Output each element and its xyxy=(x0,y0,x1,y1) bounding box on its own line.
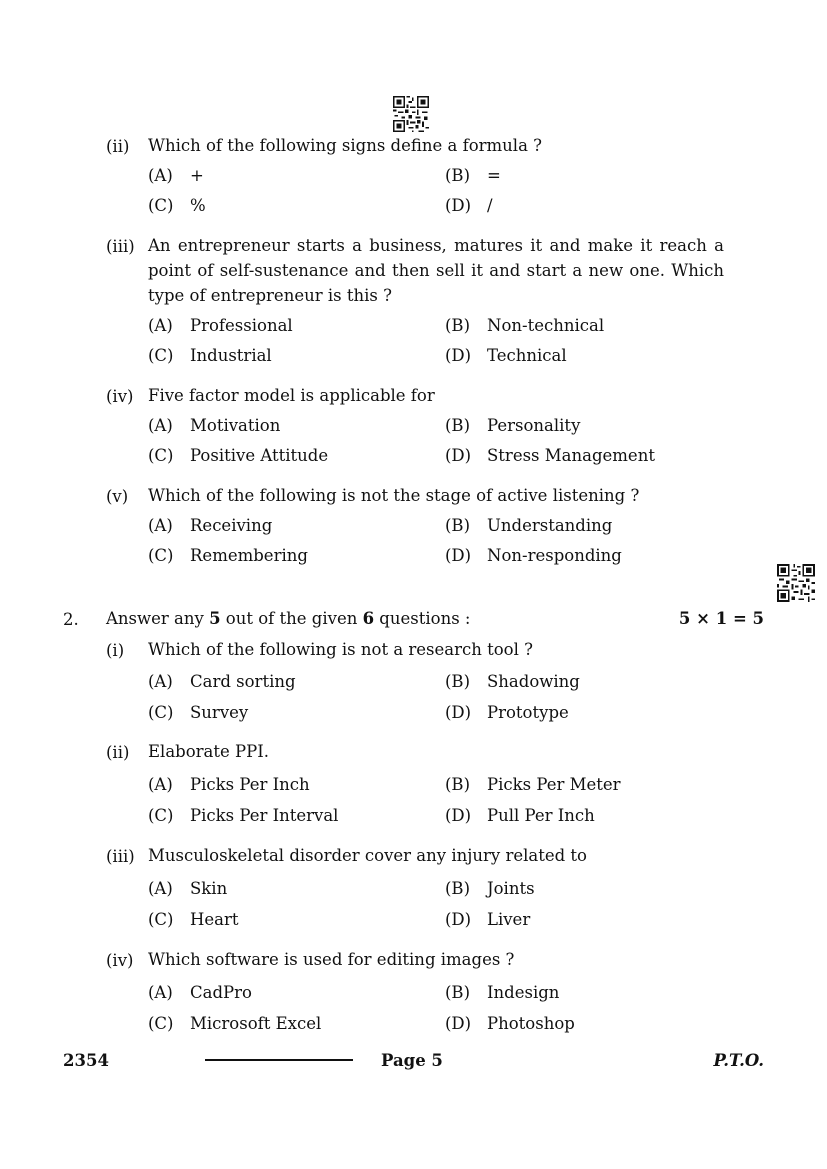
option-text: Stress Management xyxy=(487,446,655,465)
option-label: (C) xyxy=(148,446,174,465)
option-a xyxy=(148,983,252,1002)
option-label: (B) xyxy=(445,672,470,691)
option-label: (A) xyxy=(148,672,173,691)
option-text: Skin xyxy=(190,879,228,898)
instruction-count: 5 xyxy=(209,609,221,628)
question-number: (iii) xyxy=(106,847,135,866)
option-label: (A) xyxy=(148,166,173,185)
option-text: Shadowing xyxy=(487,672,580,691)
option-c xyxy=(148,806,338,825)
option-text: Picks Per Meter xyxy=(487,775,621,794)
question-text: Which software is used for editing images ? xyxy=(148,950,515,969)
option-text: Prototype xyxy=(487,703,569,722)
option-label: (B) xyxy=(445,316,470,335)
question-number: (iv) xyxy=(106,387,134,406)
option-text: Card sorting xyxy=(190,672,296,691)
option-d xyxy=(445,446,655,465)
question-number: (v) xyxy=(106,487,129,506)
option-text: + xyxy=(190,166,204,185)
option-label: (C) xyxy=(148,546,174,565)
option-text: Receiving xyxy=(190,516,273,535)
option-text: Non-technical xyxy=(487,316,605,335)
option-text: Personality xyxy=(487,416,581,435)
option-a xyxy=(148,775,310,794)
question-number: (iv) xyxy=(106,951,134,970)
option-text: Technical xyxy=(487,346,567,365)
option-text: Pull Per Inch xyxy=(487,806,595,825)
option-text: Microsoft Excel xyxy=(190,1014,322,1033)
option-b xyxy=(445,416,580,435)
instruction-count: 6 xyxy=(362,609,375,628)
option-b xyxy=(445,775,621,794)
option-label: (D) xyxy=(445,1014,472,1033)
option-label: (A) xyxy=(148,316,173,335)
question-text: Which of the following signs define a formula ? xyxy=(148,136,542,155)
option-label: (A) xyxy=(148,775,173,794)
option-label: (C) xyxy=(148,196,174,215)
option-d xyxy=(445,546,622,565)
option-label: (D) xyxy=(445,703,472,722)
qr-code-icon xyxy=(777,564,815,602)
option-text: CadPro xyxy=(190,983,252,1002)
option-label: (D) xyxy=(445,546,472,565)
option-text: Liver xyxy=(487,910,531,929)
option-label: (C) xyxy=(148,806,174,825)
option-c xyxy=(148,1014,321,1033)
option-label: (A) xyxy=(148,516,173,535)
option-c xyxy=(148,346,272,365)
option-a xyxy=(148,879,227,898)
option-label: (B) xyxy=(445,166,470,185)
option-text: Photoshop xyxy=(487,1014,575,1033)
option-text: / xyxy=(487,196,493,215)
option-label: (C) xyxy=(148,703,174,722)
option-label: (A) xyxy=(148,983,173,1002)
option-label: (C) xyxy=(148,1014,174,1033)
option-text: Positive Attitude xyxy=(190,446,329,465)
question-text: Musculoskeletal disorder cover any injury related to xyxy=(148,846,587,865)
option-c xyxy=(148,910,239,929)
option-a xyxy=(148,516,272,535)
option-label: (D) xyxy=(445,910,472,929)
option-label: (C) xyxy=(148,910,174,929)
option-b xyxy=(445,879,535,898)
option-label: (B) xyxy=(445,879,470,898)
question-number: (iii) xyxy=(106,237,135,256)
option-label: (B) xyxy=(445,516,470,535)
marks-allocation: 5 × 1 = 5 xyxy=(678,609,764,628)
option-text: Remembering xyxy=(190,546,308,565)
option-d xyxy=(445,1014,575,1033)
option-c xyxy=(148,196,206,215)
option-b xyxy=(445,983,559,1002)
option-text: Industrial xyxy=(190,346,272,365)
question-number: (ii) xyxy=(106,137,130,156)
option-label: (C) xyxy=(148,346,174,365)
instruction-text: out of the given xyxy=(220,609,363,628)
question-number: (i) xyxy=(106,641,125,660)
question-text: Which of the following is not the stage of active listening ? xyxy=(148,486,640,505)
option-b xyxy=(445,166,501,185)
option-text: Understanding xyxy=(487,516,613,535)
question-text: Which of the following is not a research tool ? xyxy=(148,640,533,659)
option-label: (A) xyxy=(148,879,173,898)
footer-divider xyxy=(205,1059,353,1061)
option-label: (B) xyxy=(445,983,470,1002)
question-text: Elaborate PPI. xyxy=(148,742,269,761)
option-text: Picks Per Interval xyxy=(190,806,339,825)
option-label: (B) xyxy=(445,416,470,435)
option-d xyxy=(445,196,493,215)
option-text: Heart xyxy=(190,910,239,929)
question-text: An entrepreneur starts a business, matures it and make it reach a point of self-sustenance and then sell it and start a new one. Which type of entrepreneur is this ? xyxy=(148,236,724,305)
option-c xyxy=(148,703,248,722)
instruction-text: Answer any xyxy=(106,609,210,628)
option-text: Picks Per Inch xyxy=(190,775,310,794)
option-text: Joints xyxy=(487,879,535,898)
option-b xyxy=(445,516,612,535)
option-label: (A) xyxy=(148,416,173,435)
option-b xyxy=(445,316,604,335)
option-c xyxy=(148,546,308,565)
option-d xyxy=(445,346,567,365)
option-text: Indesign xyxy=(487,983,560,1002)
option-text: Motivation xyxy=(190,416,281,435)
question-text: Five factor model is applicable for xyxy=(148,386,435,405)
option-label: (D) xyxy=(445,346,472,365)
option-label: (D) xyxy=(445,196,472,215)
option-label: (B) xyxy=(445,775,470,794)
option-text: = xyxy=(487,166,501,185)
paper-code: 2354 xyxy=(63,1051,109,1070)
option-text: % xyxy=(190,196,206,215)
option-d xyxy=(445,806,595,825)
instruction-text: questions : xyxy=(374,609,471,628)
question-number: (ii) xyxy=(106,743,130,762)
question-number: 2. xyxy=(63,610,79,629)
please-turn-over: P.T.O. xyxy=(713,1051,764,1070)
option-label: (D) xyxy=(445,446,472,465)
qr-code-icon xyxy=(393,96,429,132)
question-instruction xyxy=(106,606,470,631)
option-text: Non-responding xyxy=(487,546,622,565)
option-text: Survey xyxy=(190,703,249,722)
option-c xyxy=(148,446,328,465)
option-a xyxy=(148,416,280,435)
option-label: (D) xyxy=(445,806,472,825)
option-text: Professional xyxy=(190,316,293,335)
option-d xyxy=(445,703,569,722)
option-d xyxy=(445,910,530,929)
option-b xyxy=(445,672,580,691)
option-a xyxy=(148,316,293,335)
option-a xyxy=(148,672,296,691)
option-a xyxy=(148,166,204,185)
page-number: Page 5 xyxy=(381,1051,443,1070)
